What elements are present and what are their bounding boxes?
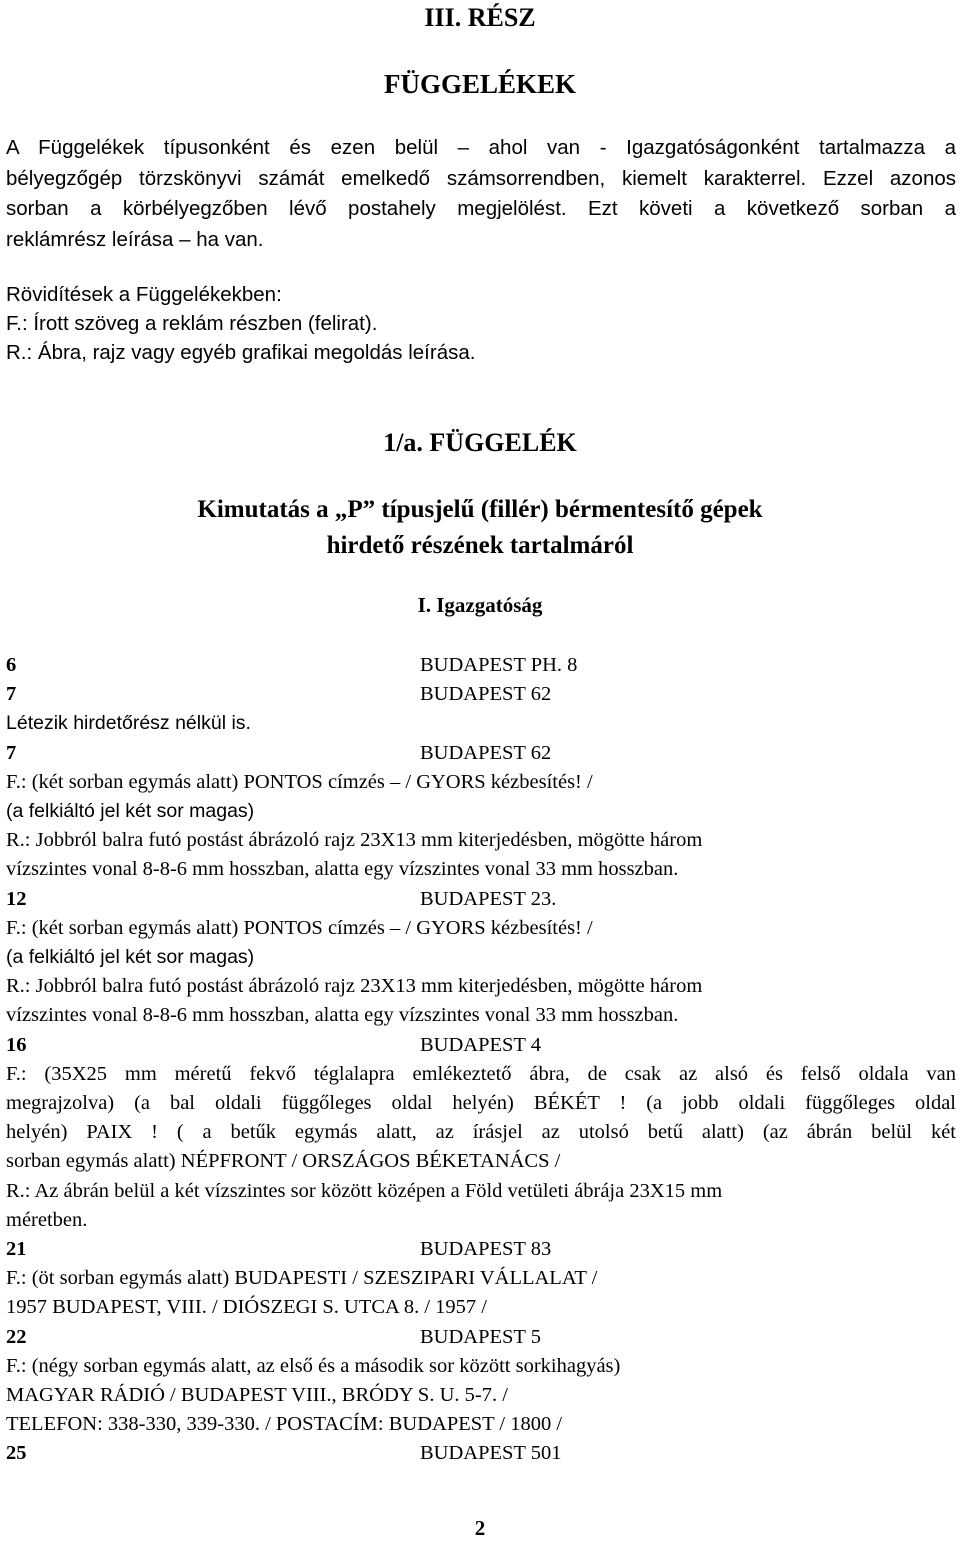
entry-description-line: R.: Az ábrán belül a két vízszintes sor között középen a Föld vetületi ábrája 23X15 mm <box>6 1179 723 1202</box>
subtitle-line: hirdető részének tartalmáról <box>326 532 634 559</box>
machine-number: 7 <box>6 741 17 764</box>
appendix-title: FÜGGELÉKEK <box>383 69 577 99</box>
page-number: 2 <box>474 1516 486 1540</box>
intro-line: sorban a körbélyegzőben lévő postahely megjelölést. Ezt követi a következő sorban a <box>6 197 956 220</box>
intro-line: reklámrész leírása – ha van. <box>6 227 264 251</box>
entry-description-line: F.: (négy sorban egymás alatt, az első és a második sor között sorkihagyás) <box>6 1354 621 1377</box>
intro-paragraph <box>6 133 956 255</box>
abbreviation-r: R.: Ábra, rajz vagy egyéb grafikai megoldás leírása. <box>6 341 476 364</box>
abbreviations-heading: Rövidítések a Függelékekben: <box>6 283 282 306</box>
entry-description-line: TELEFON: 338-330, 339-330. / POSTACÍM: BUDAPEST / 1800 / <box>6 1413 563 1436</box>
post-office: BUDAPEST 501 <box>420 1442 562 1465</box>
intro-line: A Függelékek típusonként és ezen belül – ahol van - Igazgatóságonként tartalmazza a <box>6 136 956 159</box>
abbreviation-f: F.: Írott szöveg a reklám részben (felirat). <box>6 312 378 335</box>
directorate-heading: I. Igazgatóság <box>417 593 543 617</box>
machine-number: 6 <box>6 654 17 676</box>
post-office: BUDAPEST 23. <box>420 887 557 910</box>
subtitle-line: Kimutatás a „P” típusjelű (fillér) bérmentesítő gépek <box>197 496 763 523</box>
entry-description-line: Létezik hirdetőrész nélkül is. <box>6 712 251 735</box>
machine-number: 25 <box>6 1442 27 1465</box>
machine-number: 21 <box>6 1238 27 1261</box>
entry-description-line: F.: (35X25 mm méretű fekvő téglalapra emlékeztető ábra, de csak az alsó és felső oldala van <box>6 1062 956 1085</box>
entry-header <box>6 739 956 768</box>
entry-description-line: (a felkiáltó jel két sor magas) <box>6 800 255 823</box>
machine-number: 12 <box>6 887 27 910</box>
post-office: BUDAPEST 83 <box>420 1238 552 1261</box>
post-office: BUDAPEST 62 <box>420 683 552 706</box>
post-office: BUDAPEST 5 <box>420 1325 541 1348</box>
entry-header <box>6 885 956 914</box>
entry-description-line: helyén) PAIX ! ( a betűk egymás alatt, az írásjel az utolsó betű alatt) (az ábrán belül két <box>6 1121 956 1144</box>
machine-number: 16 <box>6 1033 27 1056</box>
entry-description-line: R.: Jobbról balra futó postást ábrázoló rajz 23X13 mm kiterjedésben, mögötte három <box>6 829 703 852</box>
entries-list <box>6 651 956 1469</box>
entry-description-line: méretben. <box>6 1208 88 1231</box>
machine-number: 22 <box>6 1325 27 1348</box>
entry-description-line: megrajzolva) (a bal oldali függőleges oldal helyén) BÉKÉT ! (a jobb oldali függőleges oldal <box>6 1092 956 1115</box>
entry-header <box>6 1235 956 1264</box>
entry-header <box>6 651 956 680</box>
section-subtitle <box>0 492 960 564</box>
machine-number: 7 <box>6 683 17 706</box>
entry-description-line: R.: Jobbról balra futó postást ábrázoló rajz 23X13 mm kiterjedésben, mögötte három <box>6 975 703 998</box>
entry-description-line: F.: (két sorban egymás alatt) PONTOS címzés – / GYORS kézbesítés! / <box>6 916 593 939</box>
entry-header <box>6 1439 956 1468</box>
entry-description-line: sorban egymás alatt) NÉPFRONT / ORSZÁGOS BÉKETANÁCS / <box>6 1150 561 1173</box>
post-office: BUDAPEST PH. 8 <box>420 654 578 676</box>
section-title: 1/a. FÜGGELÉK <box>383 428 577 457</box>
entry-header <box>6 680 956 709</box>
part-title: III. RÉSZ <box>424 3 536 32</box>
entry-header <box>6 1323 956 1352</box>
post-office: BUDAPEST 62 <box>420 741 552 764</box>
entry-description-line: vízszintes vonal 8-8-6 mm hosszban, alatta egy vízszintes vonal 33 mm hosszban. <box>6 858 679 881</box>
entry-description-line: (a felkiáltó jel két sor magas) <box>6 946 255 969</box>
entry-description-line: MAGYAR RÁDIÓ / BUDAPEST VIII., BRÓDY S. U. 5-7. / <box>6 1384 508 1407</box>
entry-description-line: F.: (öt sorban egymás alatt) BUDAPESTI / SZESZIPARI VÁLLALAT / <box>6 1267 598 1290</box>
abbreviations-block <box>6 280 956 367</box>
entry-description-line: vízszintes vonal 8-8-6 mm hosszban, alatta egy vízszintes vonal 33 mm hosszban. <box>6 1004 679 1027</box>
entry-description-line: F.: (két sorban egymás alatt) PONTOS címzés – / GYORS kézbesítés! / <box>6 770 593 793</box>
intro-line: bélyegzőgép törzskönyvi számát emelkedő számsorrendben, kiemelt karakterrel. Ezzel azonos <box>6 166 956 190</box>
entry-description-line: 1957 BUDAPEST, VIII. / DIÓSZEGI S. UTCA 8. / 1957 / <box>6 1296 487 1319</box>
post-office: BUDAPEST 4 <box>420 1033 541 1056</box>
entry-header <box>6 1031 956 1060</box>
